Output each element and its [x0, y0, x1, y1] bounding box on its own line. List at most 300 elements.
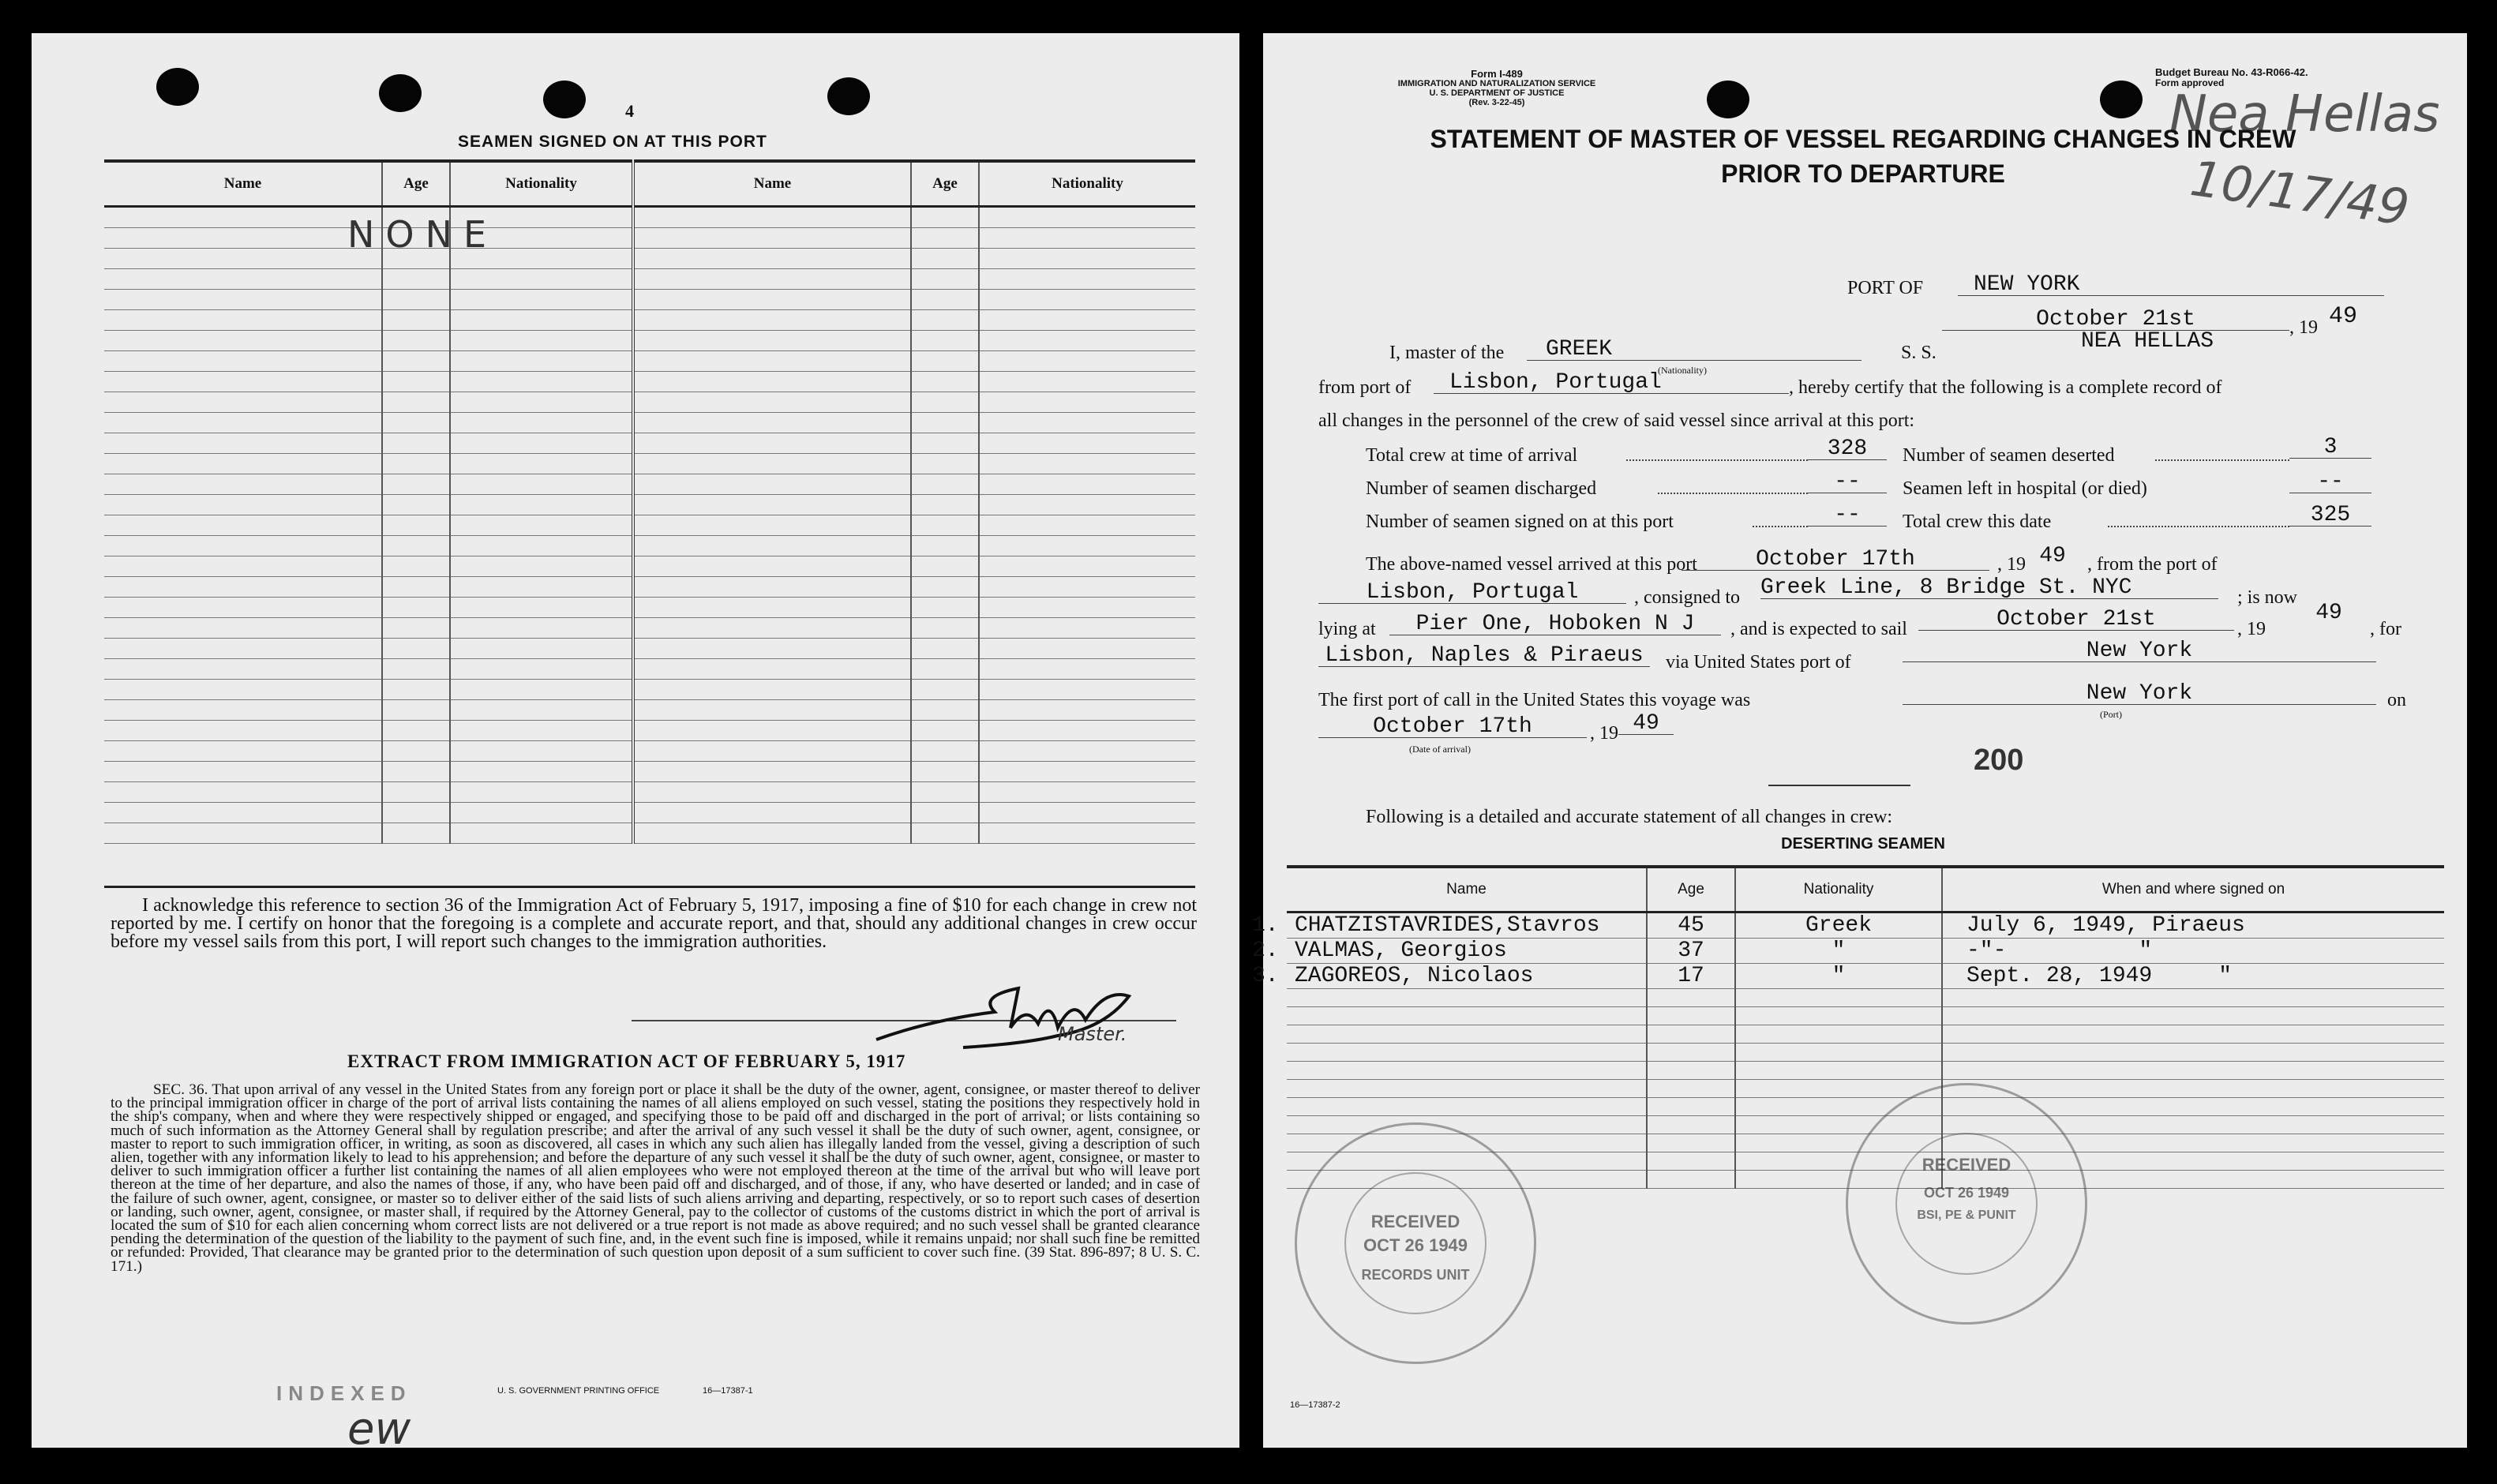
cell-name — [1287, 1116, 1647, 1134]
cell-nationality: " — [1735, 964, 1942, 989]
table-cell — [633, 639, 911, 659]
table-cell — [633, 249, 911, 269]
received-stamp-right — [1846, 1083, 2087, 1325]
table-row — [104, 782, 1195, 803]
table-cell — [979, 228, 1195, 249]
stamp-left-line3: RECORDS UNIT — [1361, 1267, 1470, 1283]
stamp-number: 200 — [1974, 744, 2024, 777]
table-cell — [382, 782, 450, 803]
table-cell — [450, 803, 633, 823]
on-text: on — [2387, 690, 2406, 710]
table-cell — [382, 474, 450, 495]
table-row — [104, 536, 1195, 556]
discharged-value: -- — [1808, 472, 1887, 493]
table-cell — [104, 556, 382, 577]
table-row — [104, 249, 1195, 269]
table-cell — [104, 249, 382, 269]
table-cell — [104, 433, 382, 454]
table-cell — [911, 495, 979, 515]
first-port-text: The first port of call in the United States this voyage was — [1318, 690, 1751, 710]
table-cell — [979, 556, 1195, 577]
table-cell — [911, 536, 979, 556]
revision: (Rev. 3-22-45) — [1468, 98, 1525, 107]
table-cell — [104, 495, 382, 515]
table-cell — [979, 741, 1195, 762]
table-cell — [104, 207, 382, 228]
table-cell — [104, 782, 382, 803]
cell-age: 45 — [1647, 913, 1735, 939]
table-cell — [911, 639, 979, 659]
table-row — [104, 310, 1195, 331]
table-cell — [911, 331, 979, 351]
leader-dots — [1753, 526, 1808, 527]
cell-nationality — [1735, 989, 1942, 1007]
col-age: Age — [1647, 867, 1735, 913]
table-cell — [979, 700, 1195, 721]
table-cell — [979, 372, 1195, 392]
table-cell — [979, 721, 1195, 741]
table-cell — [382, 577, 450, 598]
cell-age — [1647, 1152, 1735, 1171]
total-crew-arrival-label: Total crew at time of arrival — [1366, 445, 1578, 466]
master-of-the: I, master of the — [1389, 343, 1505, 363]
table-cell — [382, 721, 450, 741]
punch-hole — [1707, 81, 1749, 118]
table-row — [104, 454, 1195, 474]
table-cell — [104, 741, 382, 762]
table-cell — [979, 249, 1195, 269]
table-row — [104, 392, 1195, 413]
cell-age — [1647, 1025, 1735, 1044]
table-cell — [382, 454, 450, 474]
budget-number: Budget Bureau No. 43-R066-42. — [2155, 66, 2308, 78]
table-cell — [382, 598, 450, 618]
table-cell — [911, 741, 979, 762]
punch-hole — [827, 77, 870, 115]
table-row — [104, 351, 1195, 372]
table-cell — [633, 598, 911, 618]
table-cell — [633, 392, 911, 413]
cell-signed — [1942, 1044, 2444, 1062]
year-prefix: , 19 — [2237, 619, 2266, 639]
table-cell — [911, 474, 979, 495]
table-cell — [979, 433, 1195, 454]
table-row — [104, 433, 1195, 454]
first-date: October 17th — [1318, 717, 1587, 738]
cell-age — [1647, 1044, 1735, 1062]
seaman-name: CHATZISTAVRIDES,Stavros — [1295, 913, 1600, 938]
table-cell — [911, 454, 979, 474]
ss-label: S. S. — [1901, 343, 1936, 363]
table-row — [104, 721, 1195, 741]
table-cell — [382, 372, 450, 392]
table-cell — [979, 536, 1195, 556]
table-cell — [104, 823, 382, 844]
total-crew-date-value: 325 — [2289, 505, 2371, 527]
cell-age — [1647, 1007, 1735, 1025]
table-cell — [633, 495, 911, 515]
table-cell — [382, 823, 450, 844]
table-row — [104, 659, 1195, 680]
table-cell — [633, 454, 911, 474]
cell-name — [1287, 989, 1647, 1007]
stamp-right-date: OCT 26 1949 — [1923, 1185, 2010, 1201]
table-cell — [979, 269, 1195, 290]
table-cell — [633, 680, 911, 700]
first-year: 49 — [1618, 714, 1674, 735]
seamen-signed-heading: SEAMEN SIGNED ON AT THIS PORT — [458, 133, 767, 151]
seaman-name: ZAGOREOS, Nicolaos — [1295, 964, 1534, 988]
via-port: New York — [1903, 641, 2376, 662]
discharged-label: Number of seamen discharged — [1366, 478, 1597, 499]
col-signed-on: When and where signed on — [1942, 867, 2444, 913]
stamp-right-line3: BSI, PE & PUNIT — [1917, 1209, 2016, 1222]
table-cell — [104, 515, 382, 536]
table-cell — [382, 310, 450, 331]
table-cell — [979, 207, 1195, 228]
stamp-left-line1: RECEIVED — [1370, 1212, 1460, 1231]
table-cell — [911, 618, 979, 639]
table-cell — [633, 515, 911, 536]
table-cell — [911, 659, 979, 680]
table-row — [1287, 964, 2444, 989]
left-form-code: 16—17387-1 — [703, 1386, 753, 1396]
arrived-year: 49 — [2039, 544, 2066, 568]
table-cell — [911, 372, 979, 392]
table-cell — [633, 290, 911, 310]
leader-dots — [2108, 526, 2289, 527]
table-row — [104, 556, 1195, 577]
year-prefix: , 19 — [1590, 723, 1618, 744]
table-cell — [104, 331, 382, 351]
received-stamp-left — [1295, 1122, 1536, 1364]
divider — [104, 886, 1195, 888]
deserted-value: 3 — [2289, 437, 2371, 459]
destination: Lisbon, Naples & Piraeus — [1318, 646, 1650, 667]
table-cell — [450, 598, 633, 618]
cell-age — [1647, 1134, 1735, 1152]
handwritten-date: 10/17/49 — [2187, 148, 2413, 238]
table-cell — [104, 700, 382, 721]
table-cell — [104, 392, 382, 413]
table-row — [104, 639, 1195, 659]
table-cell — [633, 413, 911, 433]
all-changes-text: all changes in the personnel of the crew of said vessel since arrival at this port: — [1318, 410, 1915, 431]
table-row — [104, 700, 1195, 721]
col-age: Age — [911, 161, 979, 207]
table-row — [1287, 1080, 2444, 1098]
cell-age — [1647, 1171, 1735, 1189]
table-row — [1287, 1007, 2444, 1025]
table-cell — [450, 454, 633, 474]
signed-on-table — [104, 159, 1195, 844]
certify-text: , hereby certify that the following is a complete record of — [1789, 377, 2222, 398]
table-cell — [633, 762, 911, 782]
master-label: Master. — [1058, 1023, 1127, 1045]
total-crew-date-label: Total crew this date — [1903, 512, 2052, 532]
first-port: New York — [1903, 684, 2376, 705]
table-row — [1287, 1062, 2444, 1080]
table-cell — [382, 290, 450, 310]
date-value: October 21st — [1942, 309, 2289, 331]
table-row — [104, 803, 1195, 823]
table-cell — [450, 823, 633, 844]
form-approved: Form approved — [2155, 77, 2225, 88]
cell-nationality — [1735, 1007, 1942, 1025]
table-cell — [104, 762, 382, 782]
seaman-name: VALMAS, Georgios — [1295, 939, 1507, 963]
table-cell — [979, 659, 1195, 680]
table-cell — [104, 639, 382, 659]
form-id: Form I-489 — [1471, 68, 1523, 80]
table-cell — [911, 351, 979, 372]
table-row — [104, 515, 1195, 536]
table-cell — [911, 269, 979, 290]
form-title-line1: STATEMENT OF MASTER OF VESSEL REGARDING CHANGES IN CREW — [1430, 125, 2296, 153]
hospital-value: -- — [2289, 472, 2371, 493]
table-cell — [979, 454, 1195, 474]
table-cell — [450, 331, 633, 351]
table-cell — [633, 659, 911, 680]
table-cell — [104, 372, 382, 392]
handwritten-ship-name: Nea Hellas — [2169, 85, 2440, 144]
table-cell — [450, 536, 633, 556]
table-row — [1287, 1044, 2444, 1062]
signed-on-label: Number of seamen signed on at this port — [1366, 512, 1674, 532]
table-cell — [104, 721, 382, 741]
table-cell — [633, 618, 911, 639]
year-value: 49 — [2328, 303, 2357, 330]
table-cell — [979, 577, 1195, 598]
table-cell — [450, 269, 633, 290]
extract-text: SEC. 36. That upon arrival of any vessel in the United States from any foreign port or place it shall be the duty of the owner, agent, consignee, or master thereof to deliver to the principal immigration officer in charge of the port of arrival lists containing the names of all aliens employed on such vessel, stating the positions they respectively hold in the ship's company, when and where they were respectively shipped or engaged, and specifying those to be paid off and discharged in the port of arrival; or lists containing so much of such information as the Attorney General shall by regulation prescribe; and after the arrival of any such vessel it shall be the duty of such owner, agent, consignee, or master to report to such immigration officer, in writing, as soon as discovered, all cases in which any such alien has illegally landed from the vessel, giving a description of such alien, together with any information likely to lead to his apprehension; and before the departure of any such vessel it shall be the duty of such owner, agent, consignee, or master to deliver to such immigration officer a further list containing the names of all alien employees who were not employed thereon at the time of the arrival but who will leave port thereon at the time of her departure, and also the names of those, if any, who have been paid off and discharged, and of those, if any, who have deserted or landed; and in case of the failure of such owner, agent, consignee, or master so to deliver either of the said lists of such aliens arriving and departing, respectively, or so to report such cases of desertion or landing, such owner, agent, consignee, or master shall, if required by the Attorney General, pay to the collector of customs of the customs district in which the port of arrival is located the sum of $10 for each alien concerning whom correct lists are not delivered or a true report is not made as above required; and no such vessel shall be granted clearance pending the determination of the question of the liability to the payment of such fine, and, in the event such fine is imposed, while it remains unpaid; nor shall such fine be remitted or refunded: Provided, That clearance may be granted prior to the determination of such question upon deposit of a sum sufficient to cover such fine. (39 Stat. 896-897; 8 U. S. C. 171.) — [111, 1081, 1200, 1275]
table-row — [104, 598, 1195, 618]
table-cell — [979, 762, 1195, 782]
cell-signed — [1942, 1062, 2444, 1080]
table-cell — [104, 351, 382, 372]
cell-age: 37 — [1647, 939, 1735, 964]
table-cell — [104, 290, 382, 310]
expected-text: , and is expected to sail — [1730, 619, 1907, 639]
table-row — [104, 495, 1195, 515]
sail-date: October 21st — [1918, 609, 2234, 631]
table-cell — [911, 433, 979, 454]
total-crew-arrival-value: 328 — [1808, 439, 1887, 460]
table-cell — [450, 639, 633, 659]
table-row — [104, 680, 1195, 700]
arrived-text: The above-named vessel arrived at this port — [1366, 554, 1697, 575]
table-cell — [382, 700, 450, 721]
consignee: Greek Line, 8 Bridge St. NYC — [1760, 578, 2218, 599]
col-nationality: Nationality — [450, 161, 633, 207]
hospital-label: Seamen left in hospital (or died) — [1903, 478, 2147, 499]
cell-name — [1252, 913, 1647, 939]
table-cell — [104, 228, 382, 249]
deserted-label: Number of seamen deserted — [1903, 445, 2115, 466]
table-cell — [911, 207, 979, 228]
col-name: Name — [1287, 867, 1647, 913]
table-cell — [450, 413, 633, 433]
table-cell — [450, 680, 633, 700]
table-row — [1287, 1025, 2444, 1044]
table-cell — [450, 721, 633, 741]
cell-nationality — [1735, 1044, 1942, 1062]
table-cell — [633, 803, 911, 823]
cell-signed: Sept. 28, 1949 " — [1942, 964, 2444, 989]
nationality-caption: (Nationality) — [1658, 365, 1707, 376]
deserting-heading: DESERTING SEAMEN — [1781, 835, 1945, 853]
table-cell — [450, 577, 633, 598]
table-cell — [633, 474, 911, 495]
stamp-right-line1: RECEIVED — [1921, 1155, 2011, 1175]
table-cell — [382, 536, 450, 556]
extract-title: EXTRACT FROM IMMIGRATION ACT OF FEBRUARY 5, 1917 — [347, 1051, 906, 1071]
cell-nationality: " — [1735, 939, 1942, 964]
cell-name — [1287, 1044, 1647, 1062]
table-cell — [382, 392, 450, 413]
table-cell — [979, 331, 1195, 351]
table-cell — [450, 310, 633, 331]
table-cell — [382, 269, 450, 290]
table-cell — [104, 803, 382, 823]
following-text: Following is a detailed and accurate statement of all changes in crew: — [1366, 807, 1893, 827]
cell-signed — [1942, 1007, 2444, 1025]
cell-signed — [1942, 1025, 2444, 1044]
table-cell — [450, 433, 633, 454]
table-cell — [911, 577, 979, 598]
port-value: NEW YORK — [1958, 275, 2384, 296]
table-cell — [911, 392, 979, 413]
table-cell — [633, 310, 911, 331]
table-cell — [633, 351, 911, 372]
row-number: 3. — [1252, 964, 1279, 988]
stamp-left-date: OCT 26 1949 — [1363, 1235, 1468, 1255]
table-cell — [104, 598, 382, 618]
table-cell — [104, 310, 382, 331]
table-cell — [633, 331, 911, 351]
year-prefix: , 19 — [2289, 317, 2318, 338]
cell-name — [1287, 1098, 1647, 1116]
table-row — [104, 269, 1195, 290]
table-cell — [633, 556, 911, 577]
table-cell — [633, 741, 911, 762]
table-cell — [450, 392, 633, 413]
cell-age — [1647, 1116, 1735, 1134]
table-cell — [382, 351, 450, 372]
table-row — [104, 228, 1195, 249]
table-row — [104, 577, 1195, 598]
consigned-text: , consigned to — [1634, 587, 1740, 608]
table-cell — [450, 495, 633, 515]
arrived-date: October 17th — [1682, 549, 1989, 571]
table-cell — [633, 782, 911, 803]
is-now-text: ; is now — [2237, 587, 2298, 608]
right-form-code: 16—17387-2 — [1290, 1400, 1340, 1410]
table-cell — [382, 639, 450, 659]
cell-nationality: Greek — [1735, 913, 1942, 939]
table-cell — [450, 659, 633, 680]
table-cell — [911, 680, 979, 700]
cell-signed: -"- " — [1942, 939, 2444, 964]
table-cell — [104, 413, 382, 433]
row-number: 1. — [1252, 913, 1279, 938]
ship-name: NEA HELLAS — [2080, 329, 2214, 354]
table-cell — [979, 598, 1195, 618]
table-cell — [104, 269, 382, 290]
table-cell — [633, 269, 911, 290]
row-number: 2. — [1252, 939, 1279, 963]
punch-hole — [2100, 81, 2143, 118]
table-cell — [633, 207, 911, 228]
table-cell — [104, 680, 382, 700]
cell-signed — [1942, 989, 2444, 1007]
table-row — [104, 331, 1195, 351]
table-cell — [382, 803, 450, 823]
col-name: Name — [633, 161, 911, 207]
table-cell — [450, 618, 633, 639]
table-row — [104, 618, 1195, 639]
agency-line1: IMMIGRATION AND NATURALIZATION SERVICE — [1397, 79, 1596, 88]
table-cell — [450, 372, 633, 392]
table-cell — [911, 249, 979, 269]
table-cell — [911, 700, 979, 721]
table-row — [1287, 1098, 2444, 1116]
col-nationality: Nationality — [979, 161, 1195, 207]
table-cell — [633, 721, 911, 741]
table-cell — [382, 659, 450, 680]
table-cell — [633, 228, 911, 249]
via-text: via United States port of — [1666, 652, 1851, 673]
cell-age — [1647, 1098, 1735, 1116]
table-cell — [911, 762, 979, 782]
printing-office: U. S. GOVERNMENT PRINTING OFFICE — [497, 1386, 660, 1396]
form-title-line2: PRIOR TO DEPARTURE — [1721, 159, 2005, 188]
table-cell — [979, 618, 1195, 639]
cell-age: 17 — [1647, 964, 1735, 989]
table-cell — [382, 495, 450, 515]
none-entry: NONE — [347, 213, 498, 256]
acknowledgment-text: I acknowledge this reference to section 36 of the Immigration Act of February 5, 1917, imposing a fine of $10 for each change in crew not reported by me. I certify on honor that the foregoing is a complete and accurate report, and that, should any additional changes in crew occur before my vessel sails from this port, I will report such changes to the immigration authorities. — [111, 895, 1197, 952]
table-cell — [911, 290, 979, 310]
sail-year: 49 — [2315, 601, 2342, 625]
table-cell — [633, 372, 911, 392]
table-cell — [382, 556, 450, 577]
table-cell — [450, 290, 633, 310]
punch-hole — [379, 74, 422, 112]
table-cell — [382, 413, 450, 433]
table-cell — [382, 680, 450, 700]
table-cell — [979, 474, 1195, 495]
cell-age — [1647, 989, 1735, 1007]
port-label: PORT OF — [1847, 278, 1924, 298]
table-row — [104, 207, 1195, 228]
table-cell — [450, 515, 633, 536]
table-cell — [911, 803, 979, 823]
table-cell — [633, 700, 911, 721]
table-cell — [911, 515, 979, 536]
table-cell — [382, 618, 450, 639]
table-cell — [979, 639, 1195, 659]
table-cell — [979, 290, 1195, 310]
table-cell — [911, 310, 979, 331]
table-cell — [633, 536, 911, 556]
leader-dots — [1658, 493, 1808, 494]
cell-name — [1252, 964, 1647, 989]
nationality-value: GREEK — [1527, 339, 1862, 361]
from-port-value: Lisbon, Portugal — [1434, 373, 1789, 394]
cell-nationality — [1735, 1025, 1942, 1044]
table-cell — [911, 413, 979, 433]
